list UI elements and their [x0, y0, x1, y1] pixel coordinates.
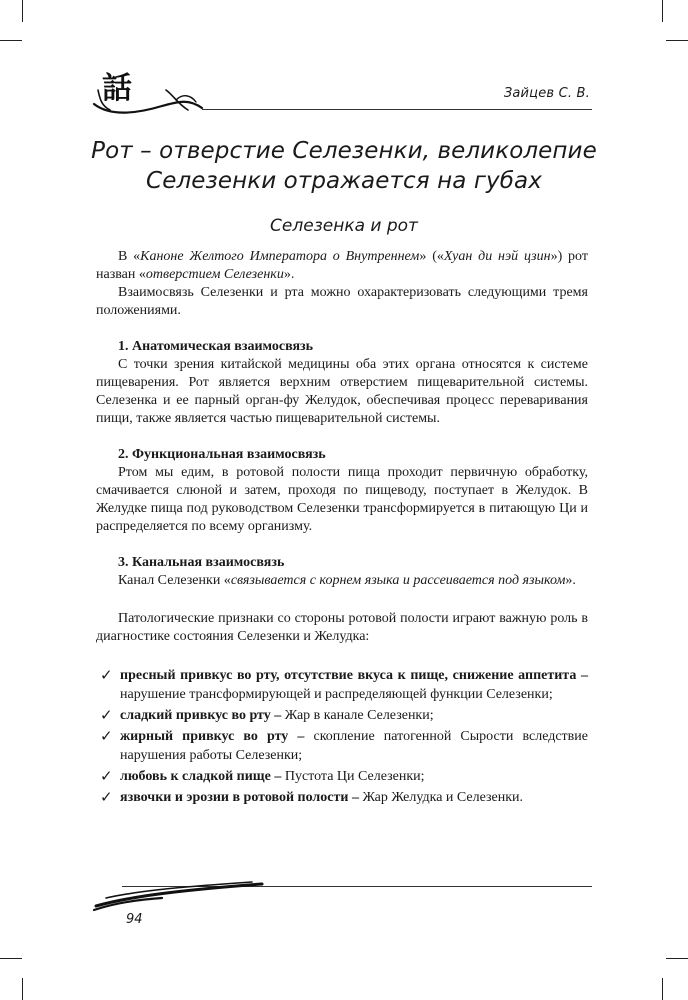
- crop-mark-left-bottom: [0, 958, 22, 959]
- list-item: ✓ сладкий привкус во рту – Жар в канале Селезенки;: [100, 706, 434, 724]
- section-text-anatomical: С точки зрения китайской медицины оба этих органа относятся к системе пищеварения. Рот является верхним отверстием пищеварительной системы. Селезенка и ее парный орган-фу Желудок, обеспечивая процесс переваривания пищи, также является частью пищеварительной системы.: [96, 357, 588, 426]
- page-title-line-1: Рот – отверстие Селезенки, великолепие: [91, 138, 597, 164]
- section-text-channel: Канал Селезенки «связывается с корнем языка и рассеивается под языком».: [118, 573, 576, 588]
- list-item: ✓ любовь к сладкой пище – Пустота Ци Селезенки;: [100, 767, 425, 785]
- check-icon: ✓: [100, 666, 113, 684]
- crop-mark-bottom-left: [22, 978, 23, 1000]
- page-title: [80, 136, 608, 196]
- symptom-checklist: [96, 666, 588, 807]
- svg-text:話: 話: [102, 71, 132, 106]
- page-title-line-2: Селезенки отражается на губах: [146, 168, 542, 194]
- crop-mark-top-right: [662, 0, 663, 22]
- crop-mark-top-left: [22, 0, 23, 22]
- check-icon: ✓: [100, 767, 113, 785]
- calligraphy-logo-icon: [92, 60, 212, 116]
- page-footer: [92, 878, 592, 938]
- section-title: Селезенка и рот: [270, 216, 418, 236]
- section-heading-functional: 2. Функциональная взаимосвязь: [118, 447, 326, 462]
- page-header: [92, 60, 592, 116]
- list-item: ✓ язвочки и эрозии в ротовой полости – Жар Желудка и Селезенки.: [100, 788, 524, 806]
- check-icon: ✓: [100, 706, 113, 724]
- section-heading-anatomical: 1. Анатомическая взаимосвязь: [118, 339, 314, 354]
- check-icon: ✓: [100, 788, 113, 806]
- crop-mark-right-top: [666, 40, 688, 41]
- check-icon: ✓: [100, 727, 113, 745]
- header-author: Зайцев С. В.: [503, 86, 590, 101]
- header-rule: [202, 109, 592, 110]
- intro-paragraph-2: Взаимосвязь Селезенки и рта можно охарактеризовать следующими тремя положениями.: [96, 285, 588, 318]
- crop-mark-right-bottom: [666, 958, 688, 959]
- section-text-functional: Ртом мы едим, в ротовой полости пища проходит первичную обработку, смачивается слюной и затем, проходя по пищеводу, поступает в Желудок. В Желудке пища под руководством Селезенки трансформируется в питающую Ци и распределяется по всему организму.: [96, 465, 588, 534]
- section-heading-channel: 3. Канальная взаимосвязь: [118, 555, 285, 570]
- pathology-intro: Патологические признаки со стороны ротовой полости играют важную роль в диагностике состояния Селезенки и Желудка:: [96, 611, 588, 644]
- list-item: ✓ пресный привкус во рту, отсутствие вкуса к пище, снижение аппетита – нарушение трансформирующей и распределяющей функции Селезенки;: [100, 666, 588, 702]
- list-item: ✓ жирный привкус во рту – скопление патогенной Сырости вследствие нарушения работы Селезенки;: [100, 727, 588, 763]
- crop-mark-left-top: [0, 40, 22, 41]
- crop-mark-bottom-right: [662, 978, 663, 1000]
- intro-paragraph-1: В «Каноне Желтого Императора о Внутреннем» («Хуан ди нэй цзин») рот назван «отверстием Селезенки».: [96, 249, 588, 282]
- article-body: [96, 248, 588, 809]
- page-number: 94: [126, 912, 143, 927]
- brush-stroke-icon: [92, 878, 272, 912]
